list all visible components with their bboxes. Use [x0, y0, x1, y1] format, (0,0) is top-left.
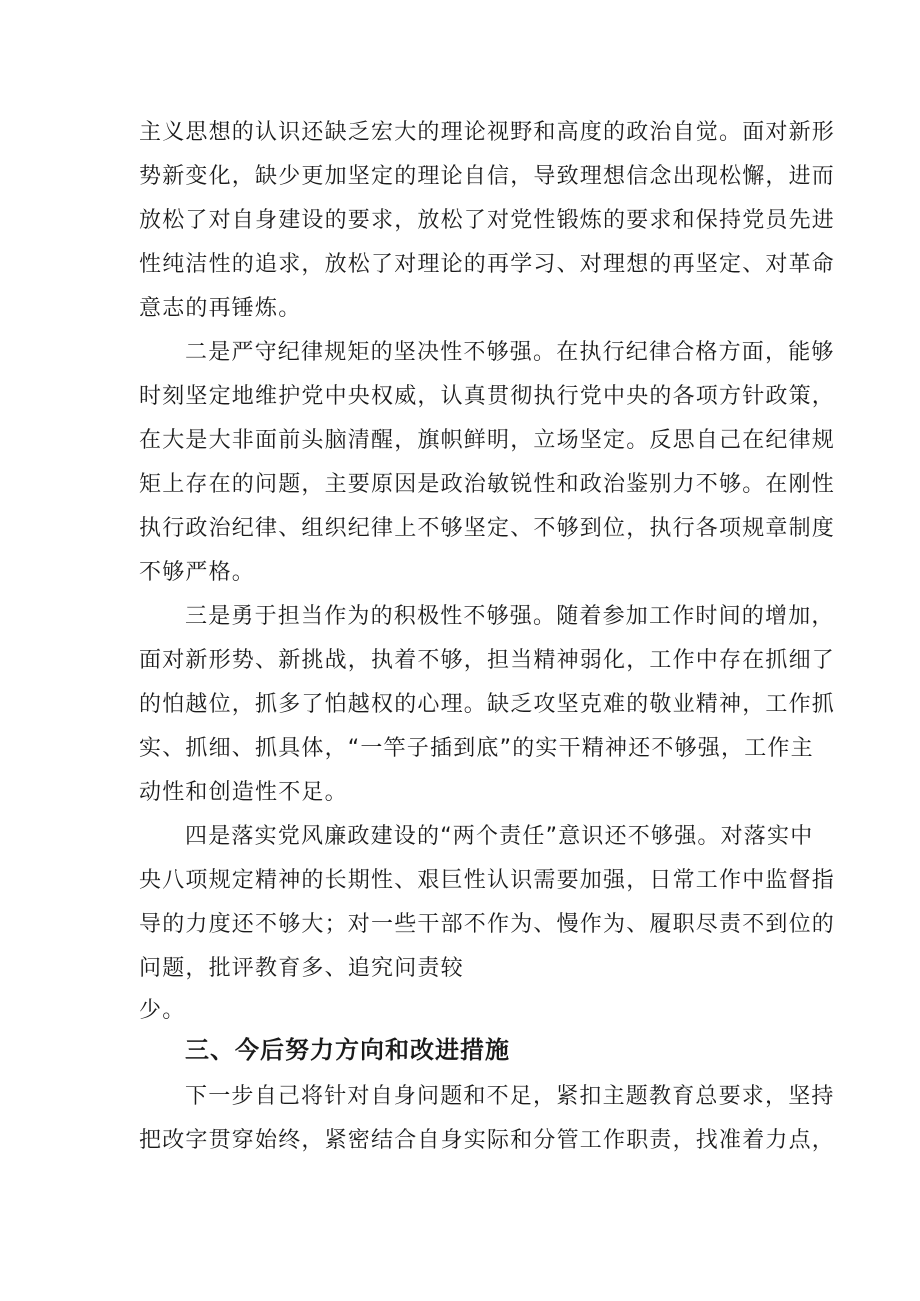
paragraph-4-line-5: 少。: [139, 998, 186, 1023]
paragraph-2-line-1: 二是严守纪律规矩的坚决性不够强。在执行纪律合格方面，能够: [185, 340, 835, 365]
paragraph-2-line-4: 矩上存在的问题，主要原因是政治敏锐性和政治鉴别力不够。在刚性: [139, 472, 836, 497]
paragraph-1-line-4: 性纯洁性的追求，放松了对理论的再学习、对理想的再坚定、对革命: [139, 252, 836, 277]
paragraph-4-line-4: 问题，批评教育多、追究问责较: [139, 956, 464, 981]
paragraph-2-line-3: 在大是大非面前头脑清醒，旗帜鲜明，立场坚定。反思自己在纪律规: [139, 428, 836, 453]
paragraph-3-line-5: 动性和创造性不足。: [139, 780, 348, 805]
paragraph-5-line-1: 下一步自己将针对自身问题和不足，紧扣主题教育总要求，坚持: [185, 1084, 835, 1109]
paragraph-3-line-2: 面对新形势、新挑战，执着不够，担当精神弱化，工作中存在抓细了: [139, 648, 836, 673]
paragraph-1-line-2: 势新变化，缺少更加坚定的理论自信，导致理想信念出现松懈，进而: [139, 164, 836, 189]
paragraph-2-line-2: 时刻坚定地维护党中央权威，认真贯彻执行党中央的各项方针政策，: [139, 384, 836, 409]
paragraph-4-line-1: 四是落实党风廉政建设的“两个责任”意识还不够强。对落实中: [185, 824, 814, 849]
paragraph-5-line-2: 把改字贯穿始终，紧密结合自身实际和分管工作职责，找准着力点，: [139, 1128, 836, 1153]
section-heading: 三、今后努力方向和改进措施: [185, 1036, 510, 1064]
paragraph-3-line-1: 三是勇于担当作为的积极性不够强。随着参加工作时间的增加，: [185, 604, 835, 629]
paragraph-3-line-3: 的怕越位，抓多了怕越权的心理。缺乏攻坚克难的敬业精神，工作抓: [139, 692, 836, 717]
paragraph-1-line-1: 主义思想的认识还缺乏宏大的理论视野和高度的政治自觉。面对新形: [139, 120, 836, 145]
paragraph-2-line-6: 不够严格。: [139, 560, 256, 585]
paragraph-4-line-3: 导的力度还不够大；对一些干部不作为、慢作为、履职尽责不到位的: [139, 912, 836, 937]
paragraph-4-line-2: 央八项规定精神的长期性、艰巨性认识需要加强，日常工作中监督指: [139, 868, 836, 893]
paragraph-1-line-5: 意志的再锤炼。: [139, 296, 302, 321]
paragraph-1-line-3: 放松了对自身建设的要求，放松了对党性锻炼的要求和保持党员先进: [139, 208, 836, 233]
paragraph-2-line-5: 执行政治纪律、组织纪律上不够坚定、不够到位，执行各项规章制度: [139, 516, 836, 541]
paragraph-3-line-4: 实、抓细、抓具体，“一竿子插到底”的实干精神还不够强，工作主: [139, 736, 814, 761]
